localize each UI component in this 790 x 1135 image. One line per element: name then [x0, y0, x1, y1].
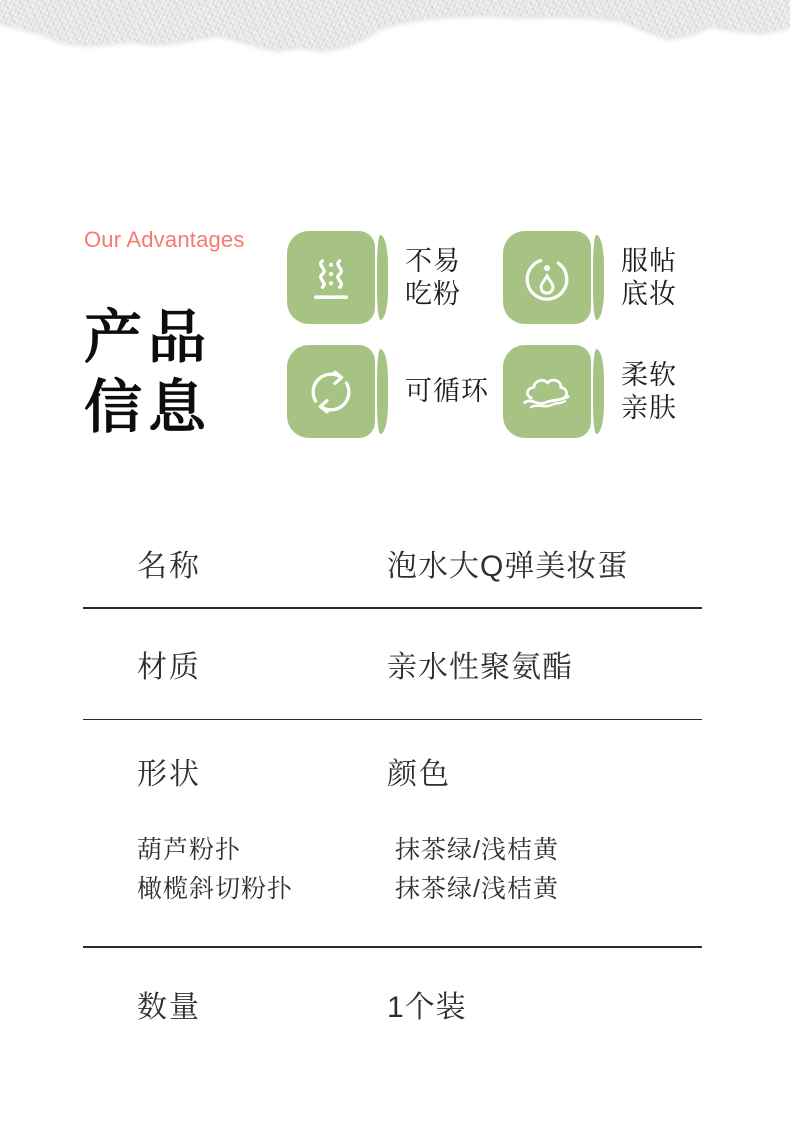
badge-soft-skin-friendly: [503, 345, 719, 459]
badge-sliver: [593, 235, 604, 320]
row-label: 橄榄斜切粉扑: [137, 874, 294, 903]
badge-sliver: [377, 235, 388, 320]
badge-no-powder: [287, 231, 503, 345]
row-value: 抹茶绿/浅桔黄: [395, 874, 559, 903]
recycle-icon: [287, 345, 375, 438]
torn-paper-texture: [0, 0, 790, 60]
row-value: 1个装: [387, 990, 467, 1024]
row-label: 材质: [137, 650, 201, 684]
droplet-circle-icon: [503, 231, 591, 324]
torn-paper-edge: [0, 0, 790, 60]
badge-recyclable: [287, 345, 503, 459]
badge-label-line: 不易: [405, 246, 461, 276]
table-row-name: [83, 518, 702, 607]
row-label: 数量: [137, 990, 201, 1024]
badge-label-line: 底妆: [621, 279, 677, 309]
page-title-line1: 产品: [84, 305, 213, 370]
badge-sliver: [593, 349, 604, 434]
table-row-gourd-puff: [137, 831, 702, 864]
badge-label: [405, 245, 461, 311]
cloud-icon: [503, 345, 591, 438]
table-section-shape-color: [83, 720, 702, 946]
steam-powder-icon: [287, 231, 375, 324]
badge-shape: [503, 345, 604, 438]
table-row-material: [83, 609, 702, 719]
row-label: 葫芦粉扑: [137, 835, 242, 864]
shape-color-header: [137, 753, 702, 789]
table-row-quantity: [83, 948, 702, 1060]
badge-label-line: 可循环: [405, 376, 489, 406]
spec-table: [83, 518, 702, 1060]
color-header-label: 颜色: [387, 758, 451, 791]
badge-shape: [503, 231, 604, 324]
row-value: 泡水大Q弹美妆蛋: [387, 549, 629, 583]
badge-label-line: 柔软: [621, 360, 677, 390]
table-row-olive-cut-puff: [137, 870, 702, 903]
shape-header-label: 形状: [137, 758, 201, 791]
badge-fits-base-makeup: [503, 231, 719, 345]
badge-sliver: [377, 349, 388, 434]
badge-label: [621, 245, 677, 311]
badge-label: [405, 359, 489, 424]
badge-label-line: 吃粉: [405, 279, 461, 309]
page-title: [84, 303, 212, 443]
badge-label-line: 服帖: [621, 246, 677, 276]
badge-label: [621, 359, 677, 425]
eyebrow-our-advantages: Our Advantages: [84, 227, 245, 252]
badge-shape: [287, 231, 388, 324]
shape-sub-rows: [137, 831, 702, 903]
row-value: 抹茶绿/浅桔黄: [395, 835, 559, 864]
advantage-badges: [287, 231, 719, 459]
row-value: 亲水性聚氨酯: [387, 650, 573, 684]
badge-label-line: 亲肤: [621, 393, 677, 423]
badge-shape: [287, 345, 388, 438]
row-label: 名称: [137, 549, 201, 583]
page-title-line2: 信息: [84, 375, 213, 440]
